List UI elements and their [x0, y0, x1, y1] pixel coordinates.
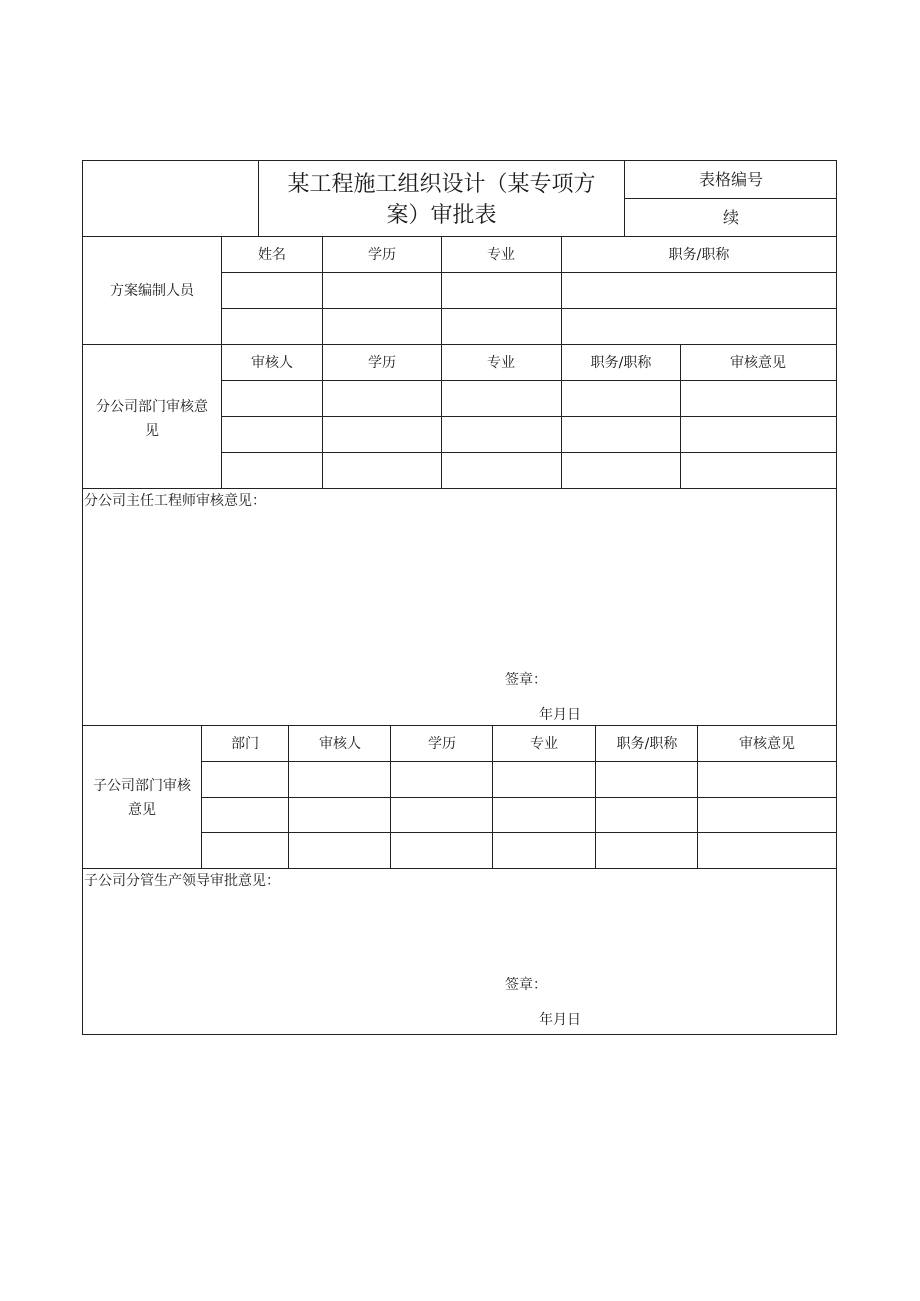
compilers-row-label: 方案编制人员 [110, 283, 194, 299]
col-divider [441, 344, 442, 489]
section-divider [82, 868, 837, 869]
row-divider [201, 797, 837, 798]
col-header-major: 专业 [487, 247, 515, 263]
section-divider [82, 344, 837, 345]
col-divider [221, 236, 222, 345]
chief-engineer-opinion-label: 分公司主任工程师审核意见： [84, 493, 266, 509]
col-divider [390, 725, 391, 869]
col-header-reviewer: 审核人 [319, 736, 361, 752]
col-divider [492, 725, 493, 869]
col-divider [322, 236, 323, 345]
col-divider [322, 344, 323, 489]
leader-opinion-label: 子公司分管生产领导审批意见： [84, 873, 280, 889]
col-header-education: 学历 [368, 247, 396, 263]
row-divider [221, 272, 837, 273]
col-divider [221, 344, 222, 489]
col-divider [561, 344, 562, 489]
form-title-line1: 某工程施工组织设计（某专项方 [287, 172, 596, 197]
logo-cell [83, 161, 258, 236]
col-divider [697, 725, 698, 869]
form-number-label: 表格编号 [698, 170, 764, 189]
form-title [259, 169, 624, 231]
col-divider [680, 344, 681, 489]
col-divider [201, 725, 202, 869]
col-header-department: 部门 [231, 736, 259, 752]
col-header-major: 专业 [487, 355, 515, 371]
form-title-line2: 案）审批表 [386, 203, 497, 228]
chief-engineer-date-label: 年月日 [539, 707, 581, 723]
section-divider [82, 488, 837, 489]
col-header-name: 姓名 [258, 247, 286, 263]
row-divider [221, 308, 837, 309]
row-divider [221, 452, 837, 453]
row-divider [201, 832, 837, 833]
subsidiary-dept-label-line1: 子公司部门审核 [93, 778, 191, 794]
header-divider [624, 198, 837, 199]
continued-label: 续 [722, 208, 740, 227]
table-border-right [836, 160, 837, 1035]
col-header-title: 职务/职称 [668, 247, 730, 263]
table-border-left [82, 160, 83, 1035]
row-divider [221, 416, 837, 417]
chief-engineer-signature-label: 签章： [505, 672, 547, 688]
col-header-reviewer: 审核人 [251, 355, 293, 371]
col-divider [561, 236, 562, 345]
col-header-education: 学历 [368, 355, 396, 371]
section-divider [82, 236, 837, 237]
row-divider [221, 380, 837, 381]
col-header-education: 学历 [428, 736, 456, 752]
col-header-major: 专业 [530, 736, 558, 752]
leader-signature-label: 签章： [505, 977, 547, 993]
section-divider [82, 725, 837, 726]
col-divider [595, 725, 596, 869]
row-divider [201, 761, 837, 762]
branch-dept-label-line2: 见 [145, 423, 159, 439]
col-divider [288, 725, 289, 869]
table-border-bottom [82, 1034, 837, 1035]
col-header-opinion: 审核意见 [739, 736, 795, 752]
col-header-opinion: 审核意见 [730, 355, 786, 371]
col-header-title: 职务/职称 [590, 355, 652, 371]
col-divider [441, 236, 442, 345]
col-header-title: 职务/职称 [616, 736, 678, 752]
subsidiary-dept-label-line2: 意见 [128, 802, 156, 818]
leader-date-label: 年月日 [539, 1012, 581, 1028]
branch-dept-label-line1: 分公司部门审核意 [96, 399, 208, 415]
